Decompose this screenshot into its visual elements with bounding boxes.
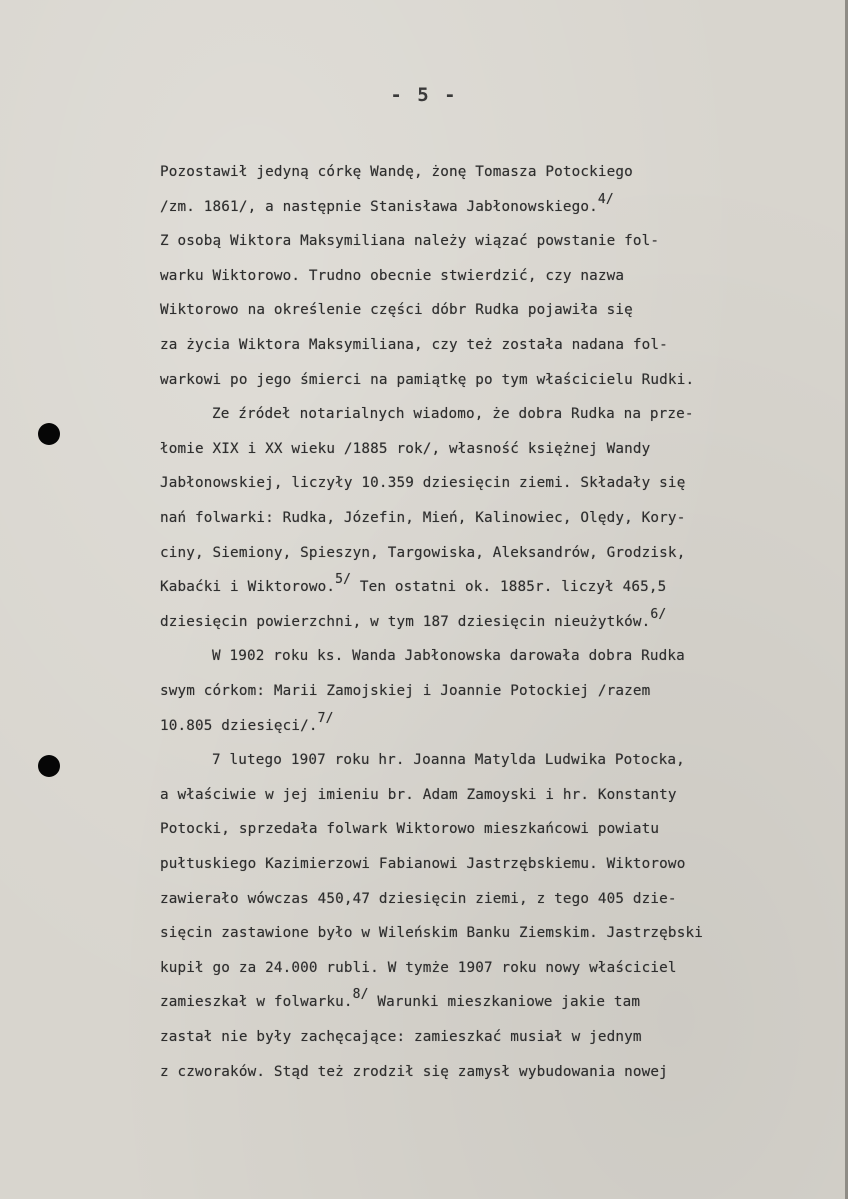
- text-line: [160, 1029, 642, 1045]
- line-text: Potocki, sprzedała folwark Wiktorowo mieszkańcowi powiatu: [160, 821, 660, 838]
- line-text: 7 lutego 1907 roku hr. Joanna Matylda Ludwika Potocka,: [212, 752, 685, 769]
- footnote-ref: 4/: [597, 191, 614, 207]
- text-line: [160, 683, 650, 699]
- text-line: [160, 372, 694, 388]
- text-line: [212, 752, 685, 768]
- text-line: [160, 710, 334, 734]
- text-line: [160, 925, 703, 941]
- line-text: łomie XIX i XX wieku /1885 rok/, własność księżnej Wandy: [160, 440, 651, 457]
- punch-hole-upper: [38, 423, 60, 445]
- line-text: zastał nie były zachęcające: zamieszkać musiał w jednym: [160, 1029, 642, 1045]
- text-line: [160, 510, 685, 526]
- line-text: Z osobą Wiktora Maksymiliana należy wiązać powstanie fol-: [160, 233, 660, 250]
- text-line: [160, 545, 685, 561]
- footnote-ref: 5/: [335, 572, 352, 588]
- text-line: [160, 821, 659, 837]
- line-text: /zm. 1861/, a następnie Stanisława Jabłonowskiego.: [160, 198, 598, 215]
- punch-hole-lower: [38, 755, 60, 777]
- line-text: warkowi po jego śmierci na pamiątkę po tym właścicielu Rudki.: [160, 371, 695, 388]
- line-text: za życia Wiktora Maksymiliana, czy też została nadana fol-: [160, 337, 668, 353]
- page-number: - 5 -: [390, 84, 458, 106]
- text-line: [160, 164, 633, 180]
- line-text: a właściwie w jej imieniu br. Adam Zamoyski i hr. Konstanty: [160, 786, 677, 803]
- line-text: zawierało wówczas 450,47 dziesięcin ziemi, z tego 405 dzie-: [160, 890, 677, 907]
- line-text: warku Wiktorowo. Trudno obecnie stwierdzić, czy nazwa: [160, 267, 625, 284]
- text-line: [160, 606, 667, 630]
- text-line: [160, 268, 624, 284]
- text-line: [160, 856, 685, 872]
- text-line: [160, 441, 650, 457]
- line-text: pułtuskiego Kazimierzowi Fabianowi Jastrzębskiemu. Wiktorowo: [160, 856, 686, 872]
- line-text: ciny, Siemiony, Spieszyn, Targowiska, Aleksandrów, Grodzisk,: [160, 544, 686, 561]
- line-text: swym córkom: Marii Zamojskiej i Joannie Potockiej /razem: [160, 683, 651, 699]
- text-line: [160, 891, 677, 907]
- text-line: [160, 191, 614, 215]
- text-line: [160, 987, 641, 1011]
- text-line: [212, 648, 685, 664]
- text-line: [160, 787, 677, 803]
- text-line: [160, 337, 668, 353]
- line-text: Kabaćki i Wiktorowo.: [160, 579, 336, 596]
- text-line: [212, 406, 694, 422]
- footnote-ref: 8/: [352, 987, 369, 1003]
- text-line: [160, 1064, 668, 1080]
- line-text-tail: Ten ostatni ok. 1885r. liczył 465,5: [351, 579, 667, 596]
- line-text: Ze źródeł notarialnych wiadomo, że dobra Rudka na prze-: [212, 406, 694, 423]
- line-text-tail: Warunki mieszkaniowe jakie tam: [368, 994, 641, 1011]
- footnote-ref: 6/: [650, 606, 667, 622]
- text-line: [160, 302, 633, 318]
- line-text: zamieszkał w folwarku.: [160, 994, 353, 1011]
- line-text: nań folwarki: Rudka, Józefin, Mień, Kalinowiec, Olędy, Kory-: [160, 510, 686, 526]
- line-text: z czworaków. Stąd też zrodził się zamysł wybudowania nowej: [160, 1063, 668, 1080]
- line-text: Wiktorowo na określenie części dóbr Rudka pojawiła się: [160, 302, 633, 319]
- line-text: kupił go za 24.000 rubli. W tymże 1907 roku nowy właściciel: [160, 959, 677, 976]
- line-text: sięcin zastawione było w Wileńskim Banku Ziemskim. Jastrzębski: [160, 925, 703, 942]
- line-text: Pozostawił jedyną córkę Wandę, żonę Tomasza Potockiego: [160, 164, 633, 180]
- footnote-ref: 7/: [317, 710, 334, 726]
- text-line: [160, 572, 667, 596]
- line-text: 10.805 dziesięci/.: [160, 717, 318, 734]
- line-text: W 1902 roku ks. Wanda Jabłonowska darowała dobra Rudka: [212, 648, 685, 665]
- text-line: [160, 233, 659, 249]
- line-text: Jabłonowskiej, liczyły 10.359 dziesięcin ziemi. Składały się: [160, 475, 686, 492]
- text-line: [160, 960, 677, 976]
- text-line: [160, 475, 685, 491]
- line-text: dziesięcin powierzchni, w tym 187 dziesięcin nieużytków.: [160, 613, 651, 630]
